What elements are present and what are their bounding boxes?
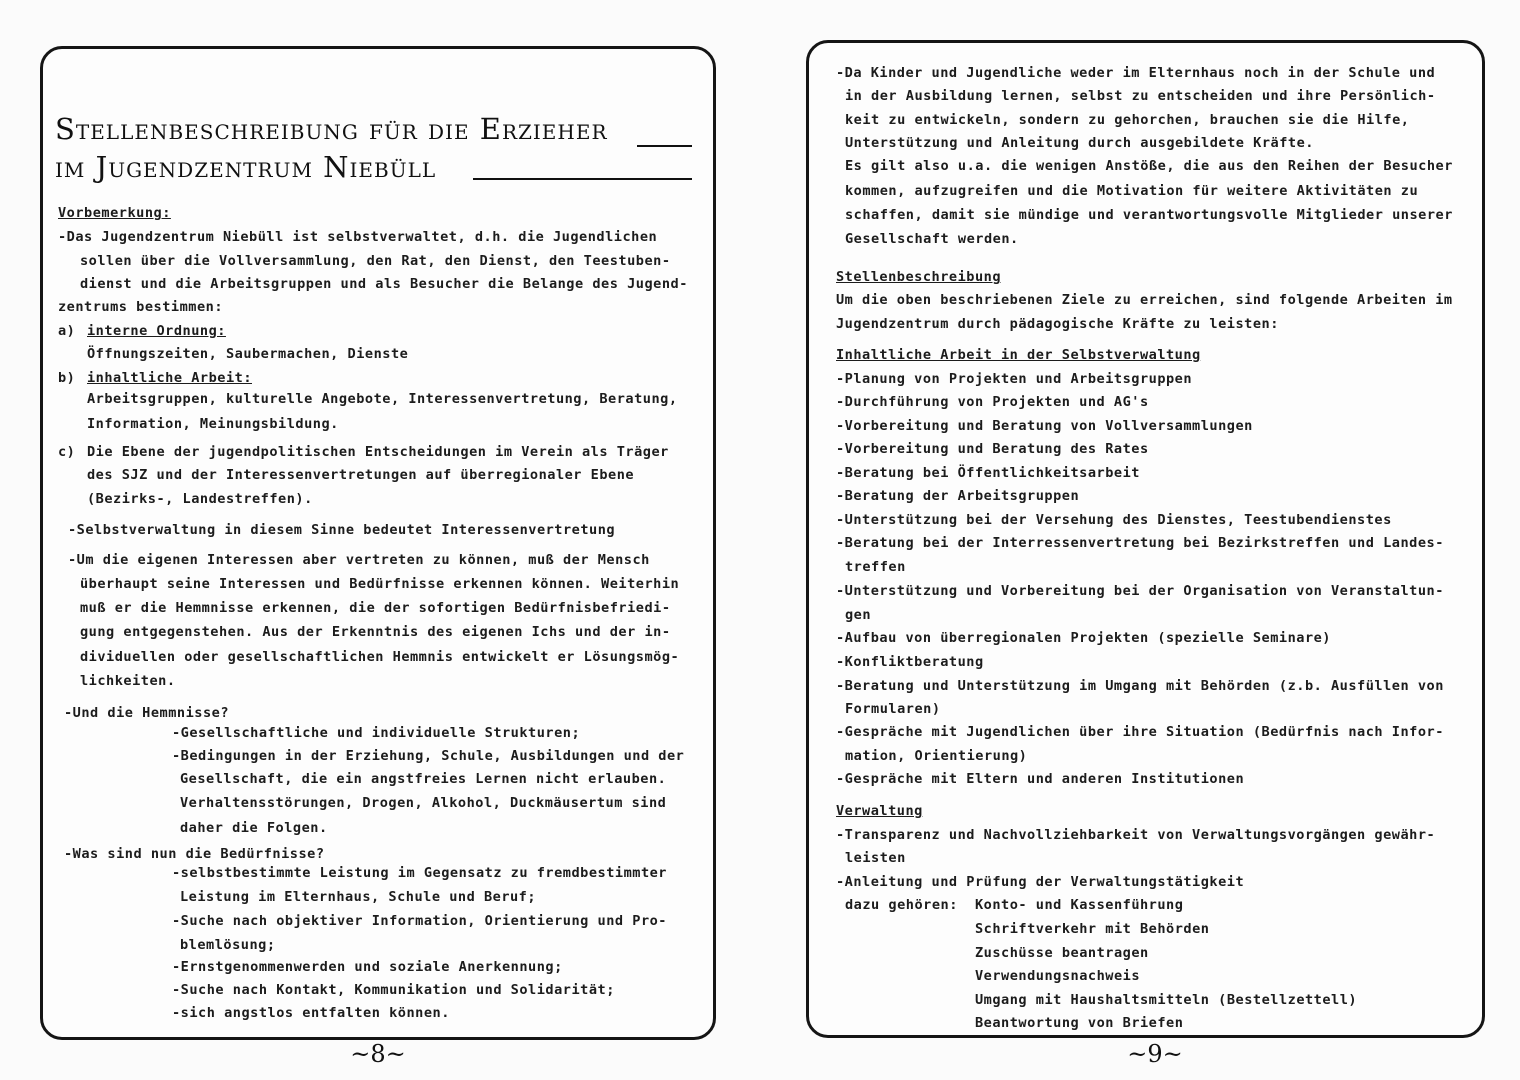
text-line: Unterstützung und Anleitung durch ausgebildete Kräfte. [845,135,1314,151]
text-line: zentrums bestimmen: [58,299,223,315]
text-line: kommen, aufzugreifen und die Motivation für weitere Aktivitäten zu [845,183,1419,199]
section-heading-inhaltliche-arbeit: Inhaltliche Arbeit in der Selbstverwaltung [836,347,1201,363]
text-line: -Gesellschaftliche und individuelle Strukturen; [172,725,581,741]
list-item: -Durchführung von Projekten und AG's [836,394,1149,410]
text-line: Öffnungszeiten, Saubermachen, Dienste [87,346,409,362]
page-number: ~9~ [1127,1040,1183,1068]
text-line: -selbstbestimmte Leistung im Gegensatz zu fremdbestimmter [172,865,667,881]
list-marker: c) [58,444,76,460]
list-item-continuation: treffen [845,559,906,575]
list-item: -Vorbereitung und Beratung von Vollversammlungen [836,418,1253,434]
text-line: schaffen, damit sie mündige und verantwortungsvolle Mitglieder unserer [845,207,1453,223]
list-heading: inhaltliche Arbeit: [87,370,252,386]
list-item: -Transparenz und Nachvollziehbarkeit von Verwaltungsvorgängen gewähr- [836,827,1436,843]
text-line: dienst und die Arbeitsgruppen und als Besucher die Belange des Jugend- [80,276,688,292]
text-line: des SJZ und der Interessenvertretungen auf überregionaler Ebene [87,467,635,483]
text-line: Um die oben beschriebenen Ziele zu erreichen, sind folgende Arbeiten im [836,292,1453,308]
text-line: -Da Kinder und Jugendliche weder im Elternhaus noch in der Schule und [836,65,1436,81]
text-line: -Ernstgenommenwerden und soziale Anerkennung; [172,959,563,975]
text-line: überhaupt seine Interessen und Bedürfnisse erkennen können. Weiterhin [80,576,680,592]
list-item: -Aufbau von überregionalen Projekten (spezielle Seminare) [836,630,1331,646]
list-item: -Unterstützung bei der Versehung des Dienstes, Teestubendienstes [836,512,1392,528]
list-item-continuation: leisten [845,850,906,866]
text-line: Die Ebene der jugendpolitischen Entscheidungen im Verein als Träger [87,444,669,460]
list-item-continuation: gen [845,607,872,623]
list-item: -Vorbereitung und Beratung des Rates [836,441,1149,457]
text-line: Es gilt also u.a. die wenigen Anstöße, die aus den Reihen der Besucher [845,158,1453,174]
text-line: sollen über die Vollversammlung, den Rat, den Dienst, den Teestuben- [80,253,671,269]
list-item: -Beratung bei der Interressenvertretung bei Bezirkstreffen und Landes- [836,535,1444,551]
text-line: Arbeitsgruppen, kulturelle Angebote, Interessenvertretung, Beratung, [87,391,678,407]
list-item: -Anleitung und Prüfung der Verwaltungstätigkeit [836,874,1245,890]
list-item: -Gespräche mit Eltern und anderen Institutionen [836,771,1245,787]
text-line: -Das Jugendzentrum Niebüll ist selbstverwaltet, d.h. die Jugendlichen [58,229,658,245]
list-item: -Unterstützung und Vorbereitung bei der Organisation von Veranstaltun- [836,583,1444,599]
text-line: -Bedingungen in der Erziehung, Schule, Ausbildungen und der [172,748,685,764]
sub-item: Schriftverkehr mit Behörden [975,921,1210,937]
text-line: blemlösung; [180,937,276,953]
text-line: Gesellschaft werden. [845,231,1019,247]
text-line: Leistung im Elternhaus, Schule und Beruf; [180,889,537,905]
text-line: gung entgegenstehen. Aus der Erkenntnis des eigenen Ichs und der in- [80,624,671,640]
sub-item: Umgang mit Haushaltsmitteln (Bestellzettell) [975,992,1358,1008]
text-line: -Was sind nun die Bedürfnisse? [64,846,325,862]
text-line: -Und die Hemmnisse? [64,705,229,721]
page-number: ~8~ [350,1040,406,1068]
sub-item: Verwendungsnachweis [975,968,1140,984]
text-line: Verhaltensstörungen, Drogen, Alkohol, Duckmäusertum sind [180,795,667,811]
list-item-continuation: Formularen) [845,701,941,717]
list-item: -Beratung der Arbeitsgruppen [836,488,1080,504]
text-line: dazu gehören: [845,897,958,913]
sub-item: Beantwortung von Briefen [975,1015,1184,1031]
text-line: in der Ausbildung lernen, selbst zu entscheiden und ihre Persönlich- [845,88,1436,104]
title-rule [473,178,692,180]
document-title-line-1: Stellenbeschreibung für die Erzieher [55,112,608,146]
sub-item: Zuschüsse beantragen [975,945,1149,961]
text-line: (Bezirks-, Landestreffen). [87,491,313,507]
section-heading-verwaltung: Verwaltung [836,803,923,819]
list-heading: interne Ordnung: [87,323,226,339]
list-item: -Planung von Projekten und Arbeitsgruppen [836,371,1193,387]
text-line: Gesellschaft, die ein angstfreies Lernen nicht erlauben. [180,771,667,787]
text-line: lichkeiten. [80,673,176,689]
sub-item: Konto- und Kassenführung [975,897,1184,913]
text-line: -Suche nach objektiver Information, Orientierung und Pro- [172,913,667,929]
list-item: -Beratung und Unterstützung im Umgang mit Behörden (z.b. Ausfüllen von [836,678,1444,694]
text-line: Jugendzentrum durch pädagogische Kräfte zu leisten: [836,316,1279,332]
text-line: Information, Meinungsbildung. [87,416,339,432]
list-item: -Konfliktberatung [836,654,984,670]
text-line: -Selbstverwaltung in diesem Sinne bedeutet Interessenvertretung [68,522,616,538]
list-item: -Beratung bei Öffentlichkeitsarbeit [836,465,1140,481]
text-line: -Suche nach Kontakt, Kommunikation und Solidarität; [172,982,615,998]
list-marker: a) [58,323,76,339]
section-heading-stellenbeschreibung: Stellenbeschreibung [836,269,1001,285]
text-line: -sich angstlos entfalten können. [172,1005,450,1021]
list-marker: b) [58,370,76,386]
text-line: muß er die Hemmnisse erkennen, die der sofortigen Bedürfnisbefriedi- [80,600,671,616]
list-item: -Gespräche mit Jugendlichen über ihre Situation (Bedürfnis nach Infor- [836,724,1444,740]
list-item-continuation: mation, Orientierung) [845,748,1028,764]
text-line: dividuellen oder gesellschaftlichen Hemmnis entwickelt er Lösungsmög- [80,649,680,665]
text-line: keit zu entwickeln, sondern zu gehorchen, brauchen sie die Hilfe, [845,112,1410,128]
text-line: -Um die eigenen Interessen aber vertreten zu können, muß der Mensch [68,552,650,568]
section-heading-vorbemerkung: Vorbemerkung: [58,205,171,221]
text-line: daher die Folgen. [180,820,328,836]
document-title-line-2: im Jugendzentrum Niebüll [55,150,437,184]
title-rule [637,145,692,147]
